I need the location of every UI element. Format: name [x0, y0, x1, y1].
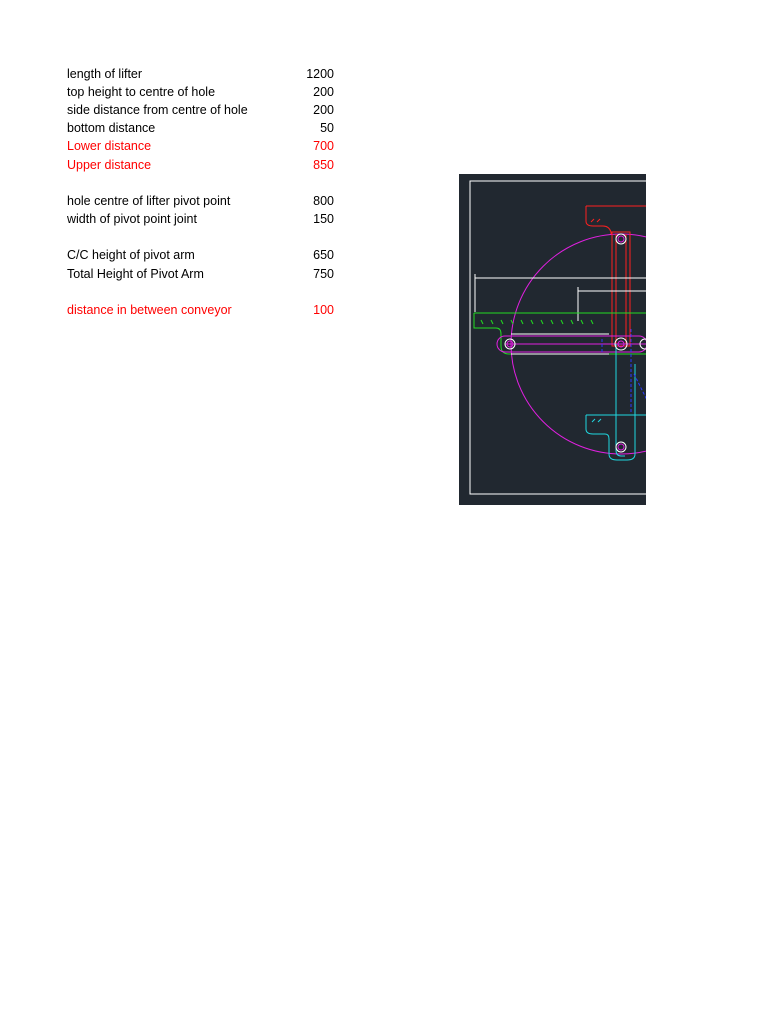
row-value: 1200 — [306, 67, 334, 81]
row-label: Total Height of Pivot Arm — [67, 267, 204, 281]
row-value: 200 — [313, 103, 334, 117]
row-value: 100 — [313, 303, 334, 317]
row-label: bottom distance — [67, 121, 156, 135]
row-side-distance-from-centre-of-hole — [67, 101, 334, 119]
row-distance-in-between-conveyor — [67, 301, 334, 319]
row-width-of-pivot-point-joint — [67, 210, 334, 228]
row-hole-centre-of-lifter-pivot-point — [67, 192, 334, 210]
row-length-of-lifter — [67, 65, 334, 83]
row-top-height-to-centre-of-hole — [67, 83, 334, 101]
row-lower-distance — [67, 137, 334, 155]
row-value: 50 — [320, 121, 334, 135]
row-label: Upper distance — [67, 158, 152, 172]
dimension-line-1 — [475, 274, 646, 312]
row-value: 200 — [313, 85, 334, 99]
red-top-lifter — [586, 206, 646, 234]
row-cc-height-of-pivot-arm — [67, 246, 334, 264]
row-value: 850 — [313, 158, 334, 172]
row-label: hole centre of lifter pivot point — [67, 194, 231, 208]
row-value: 750 — [313, 267, 334, 281]
row-label: C/C height of pivot arm — [67, 248, 195, 262]
cad-drawing-image — [459, 174, 646, 505]
row-label: distance in between conveyor — [67, 303, 232, 317]
row-label: width of pivot point joint — [67, 212, 197, 226]
row-value: 650 — [313, 248, 334, 262]
drawing-border — [470, 181, 646, 494]
row-label: top height to centre of hole — [67, 85, 216, 99]
blue-detail — [602, 329, 646, 414]
row-upper-distance — [67, 156, 334, 174]
row-label: side distance from centre of hole — [67, 103, 248, 117]
row-label: Lower distance — [67, 139, 152, 153]
row-value: 150 — [313, 212, 334, 226]
row-value: 700 — [313, 139, 334, 153]
row-total-height-of-pivot-arm — [67, 265, 334, 283]
red-pivot-arm — [612, 232, 630, 346]
row-bottom-distance — [67, 119, 334, 137]
row-label: length of lifter — [67, 67, 143, 81]
row-value: 800 — [313, 194, 334, 208]
